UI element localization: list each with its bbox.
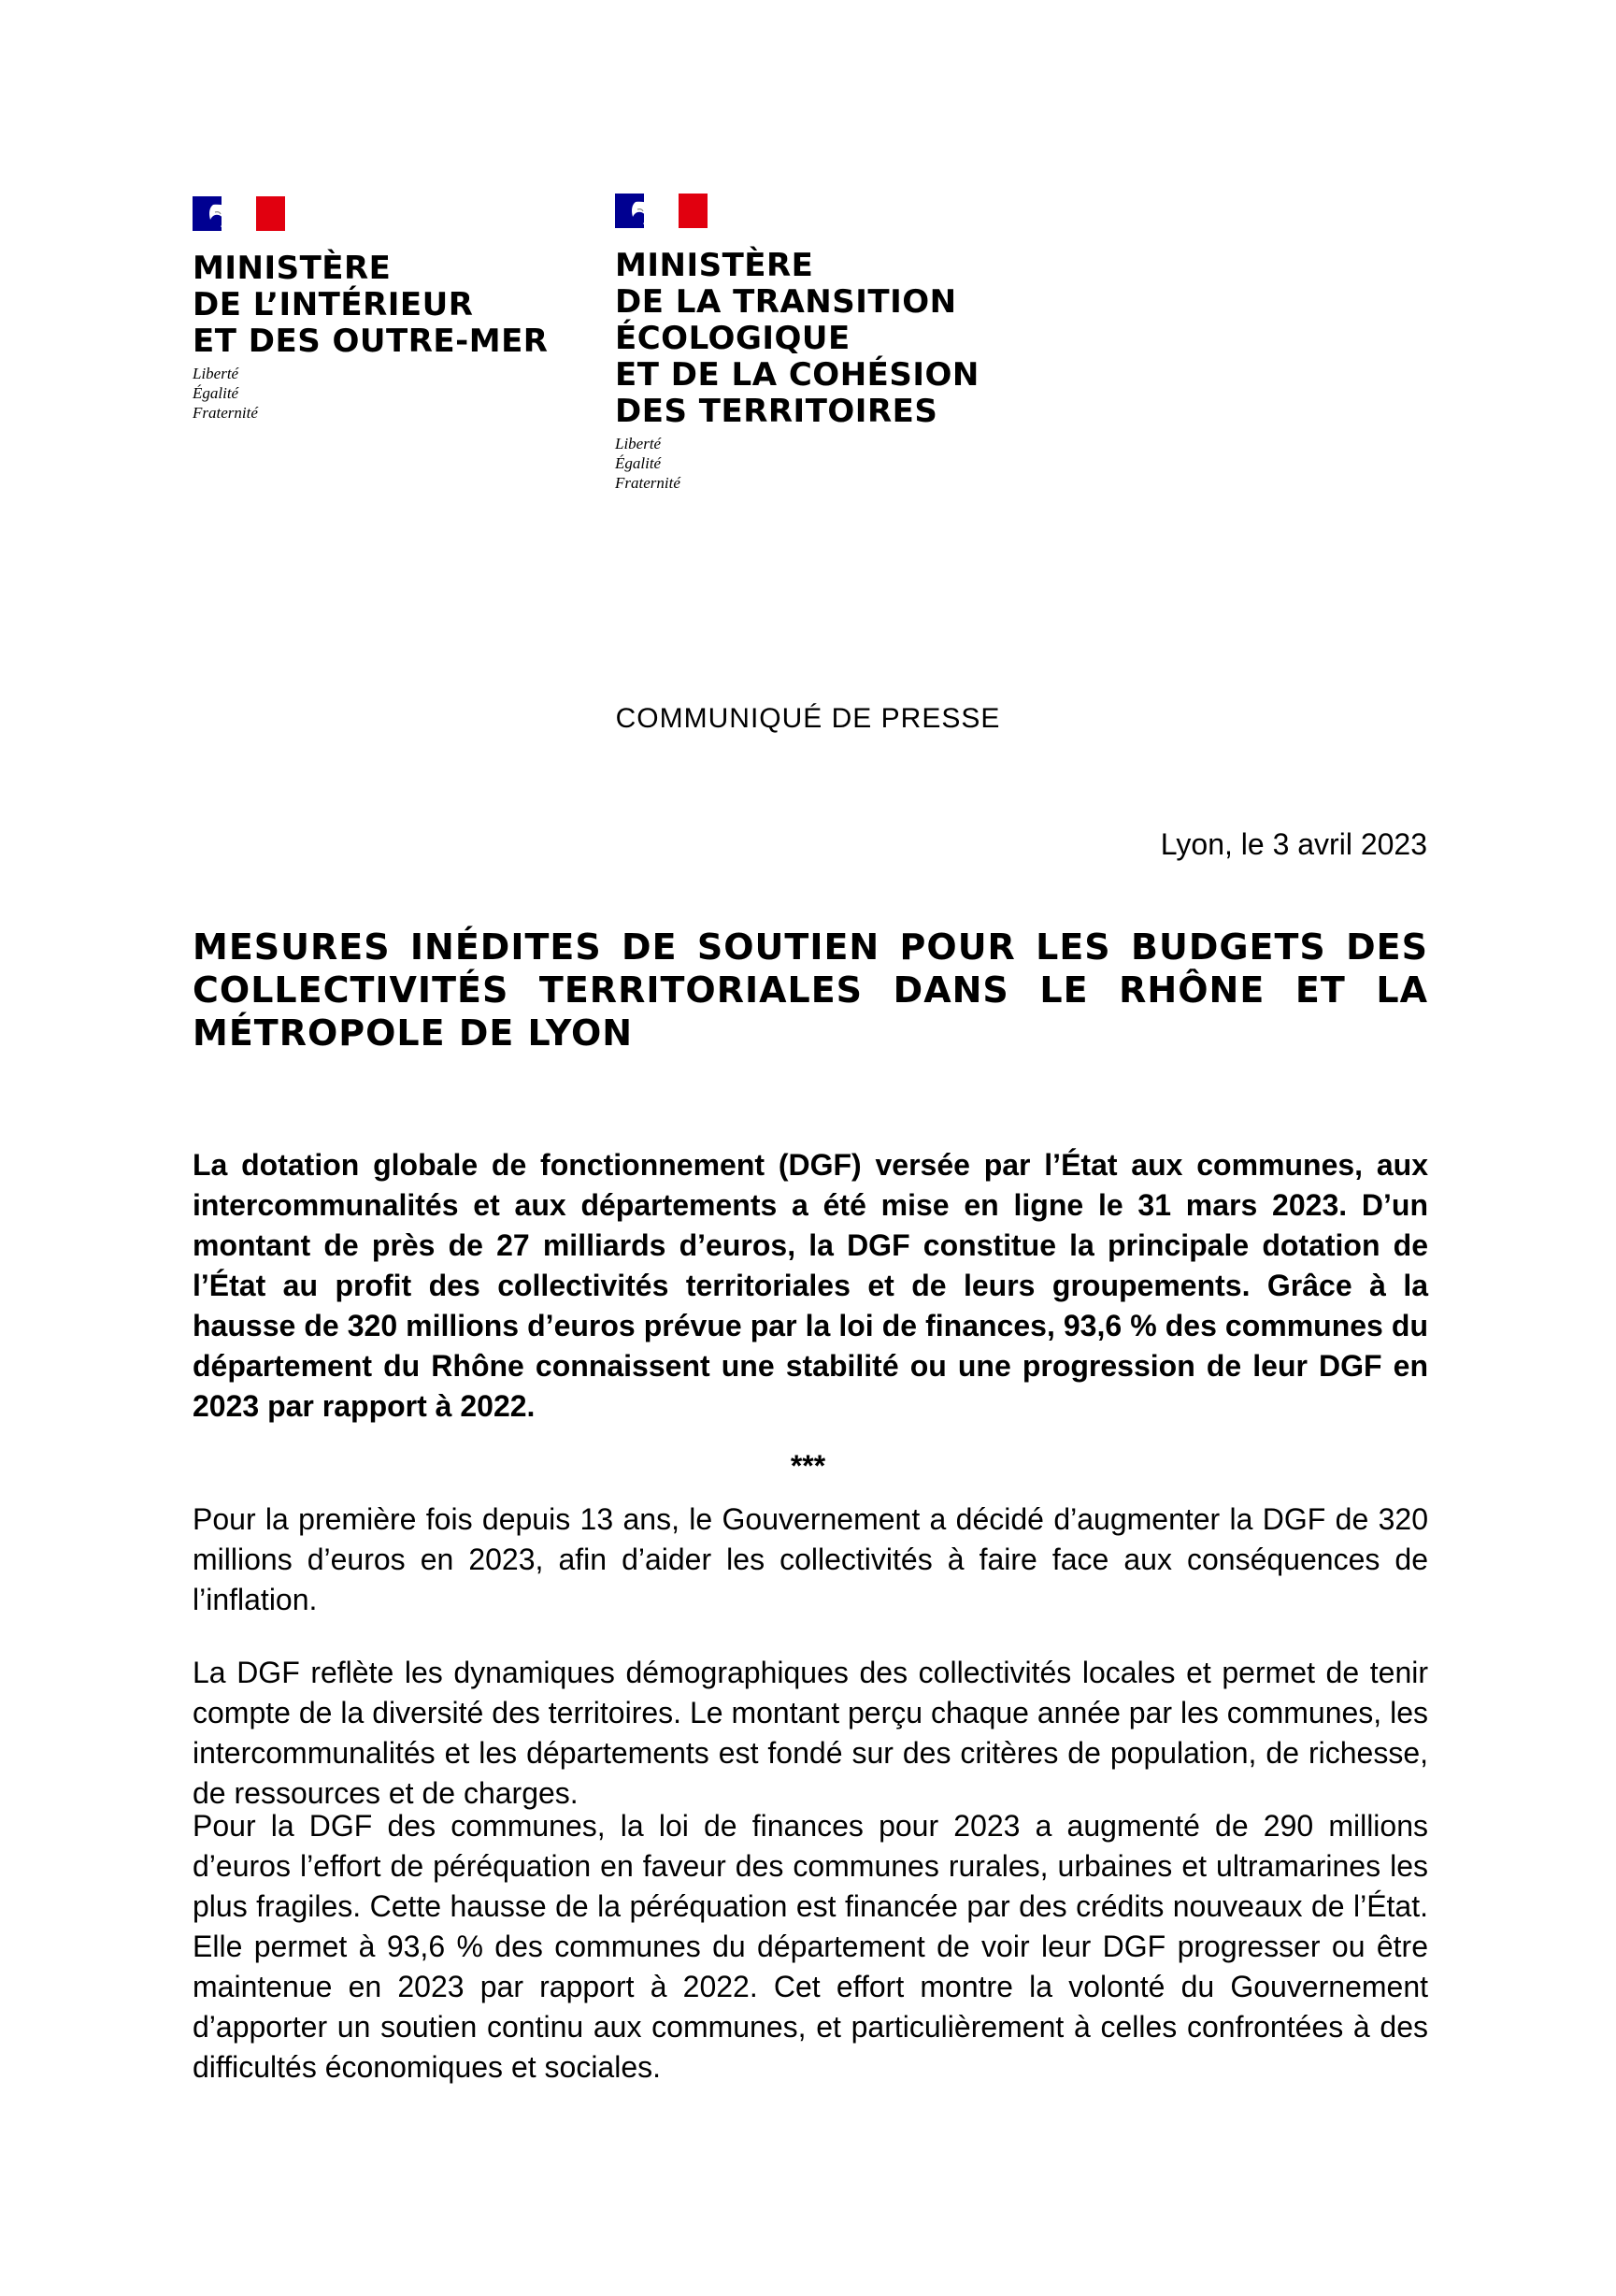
body-paragraph: La DGF reflète les dynamiques démographiques des collectivités locales et permet de tenir compte de la diversité des territoires. Le montant perçu chaque année par les communes, les intercommunalités et les départements est fondé sur des critères de population, de richesse, de ressources et de charges. xyxy=(193,1656,1428,1810)
motto-line: Fraternité xyxy=(615,474,680,492)
ministry-name-line: MINISTÈRE xyxy=(615,247,814,284)
motto-line: Liberté xyxy=(615,435,662,452)
section-separator: *** xyxy=(790,1449,826,1483)
motto-line: Liberté xyxy=(193,365,239,382)
ministry-interior-logo xyxy=(193,196,585,423)
ministry-name-line: DE L’INTÉRIEUR xyxy=(193,286,474,323)
ministry-ecological-transition-logo xyxy=(615,194,1045,493)
press-release-title: MESURES INÉDITES DE SOUTIEN POUR LES BUDGETS DES COLLECTIVITÉS TERRITORIALES DANS LE RHÔNE ET LA MÉTROPOLE DE LYON xyxy=(193,926,1428,1054)
ministry-name xyxy=(615,248,1045,430)
ministry-name-line: MINISTÈRE xyxy=(193,250,392,287)
document-type-heading: COMMUNIQUÉ DE PRESSE xyxy=(615,703,1001,734)
ministry-name-line: ET DES OUTRE-MER xyxy=(193,323,549,360)
republic-motto xyxy=(615,434,1045,493)
body-paragraph: Pour la première fois depuis 13 ans, le Gouvernement a décidé d’augmenter la DGF de 320 millions d’euros en 2023, afin d’aider les collectivités à faire face aux conséquences de l’inflation. xyxy=(193,1502,1428,1616)
motto-line: Fraternité xyxy=(193,404,258,422)
ministry-name-line: DES TERRITOIRES xyxy=(615,393,938,430)
body-paragraph: Pour la DGF des communes, la loi de finances pour 2023 a augmenté de 290 millions d’euros l’effort de péréquation en faveur des communes rurales, urbaines et ultramarines les plus fragiles. Cette hausse de la péréquation est financée par des crédits nouveaux de l’État. Elle permet à 93,6 % des communes du département de voir leur DGF progresser ou être maintenue en 2023 par rapport à 2022. Cet effort montre la volonté du Gouvernement d’apporter un soutien continu aux communes, et particulièrement à celles confrontées à des difficultés économiques et sociales. xyxy=(193,1809,1428,2084)
ministry-name-line: ET DE LA COHÉSION xyxy=(615,356,980,394)
motto-line: Égalité xyxy=(193,384,239,402)
republic-motto xyxy=(193,364,585,423)
ministry-name xyxy=(193,251,585,360)
place-and-date: Lyon, le 3 avril 2023 xyxy=(1160,827,1427,861)
ministry-name-line: DE LA TRANSITION xyxy=(615,283,957,321)
marianne-flag-icon xyxy=(193,196,285,231)
lead-paragraph: La dotation globale de fonctionnement (DGF) versée par l’État aux communes, aux intercommunalités et aux départements a été mise en ligne le 31 mars 2023. D’un montant de près de 27 milliards d’euros, la DGF constitue la principale dotation de l’État au profit des collectivités territoriales et de leurs groupements. Grâce à la hausse de 320 millions d’euros prévue par la loi de finances, 93,6 % des communes du département du Rhône connaissent une stabilité ou une progression de leur DGF en 2023 par rapport à 2022. xyxy=(193,1148,1428,1423)
ministry-name-line: ÉCOLOGIQUE xyxy=(615,320,851,357)
motto-line: Égalité xyxy=(615,454,662,472)
marianne-flag-icon xyxy=(615,194,708,228)
